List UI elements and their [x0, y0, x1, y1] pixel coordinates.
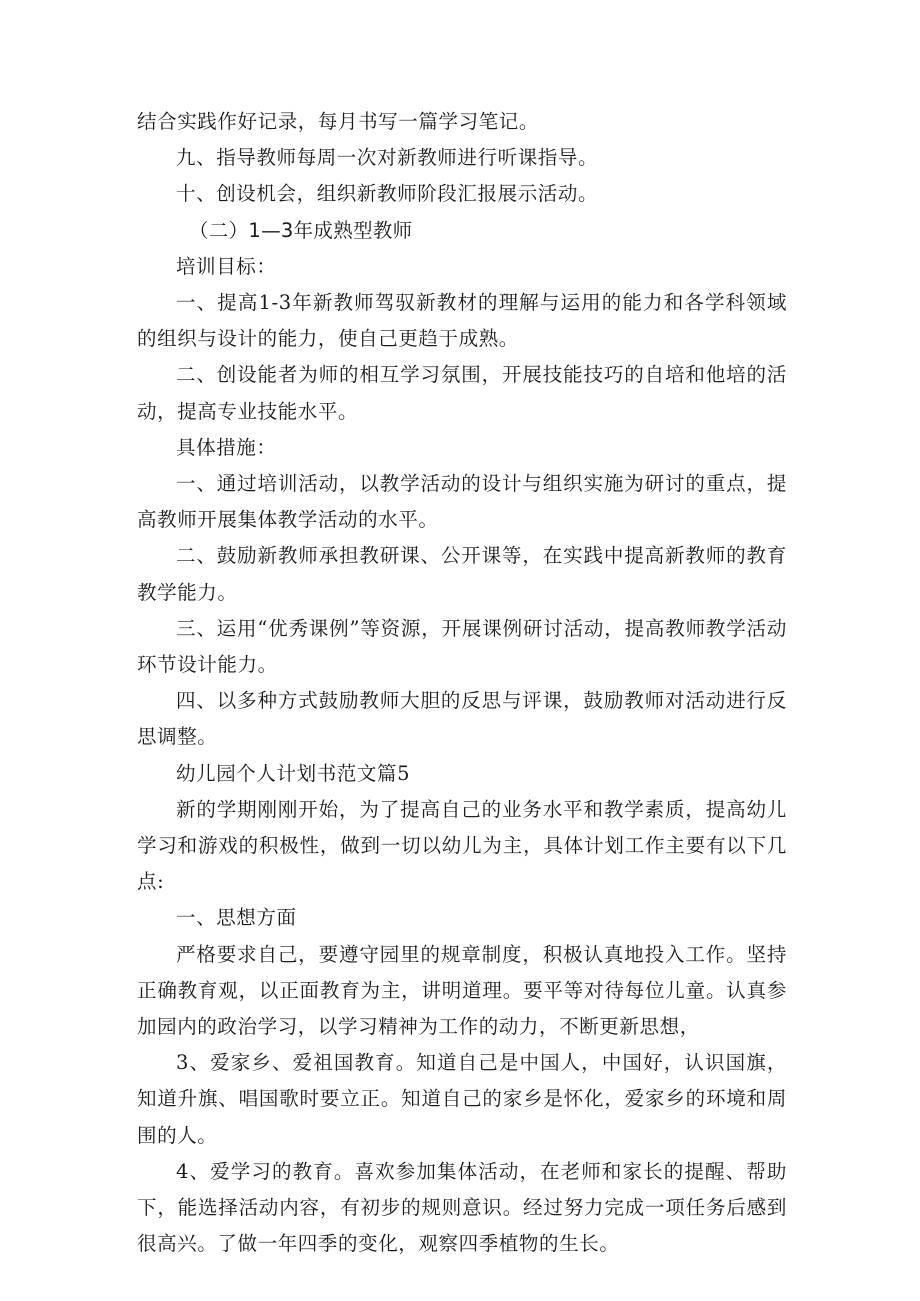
subheading-measures: 具体措施：	[176, 435, 277, 459]
subheading-ideology: 一、思想方面	[176, 906, 297, 930]
paragraph-item-3: 3、爱家乡、爱祖国教育。知道自己是中国人，中国好，认识国旗，知道升旗、唱国歌时要立正。知道自己的家乡是怀化，爱家乡的环境和周围的人。	[137, 1051, 787, 1147]
paragraph-measure-1: 一、通过培训活动，以教学活动的设计与组织实施为研讨的重点，提高教师开展集体教学活动的水平。	[137, 472, 787, 532]
section-heading-mature-teachers: （二）1—3年成熟型教师	[189, 218, 413, 242]
paragraph-item-10: 十、创设机会，组织新教师阶段汇报展示活动。	[176, 182, 599, 206]
paragraph-item-4: 4、爱学习的教育。喜欢参加集体活动，在老师和家长的提醒、帮助下，能选择活动内容，有初步的规则意识。经过努力完成一项任务后感到很高兴。了做一年四季的变化，观察四季植物的生长。	[137, 1159, 787, 1256]
paragraph-ideology: 严格要求自己，要遵守园里的规章制度，积极认真地投入工作。坚持正确教育观，以正面教育为主，讲明道理。要平等对待每位儿童。认真参加园内的政治学习，以学习精神为工作的动力，不断更新思想，	[137, 942, 787, 1039]
paragraph-intro: 新的学期刚刚开始，为了提高自己的业务水平和教学素质，提高幼儿学习和游戏的积极性，做到一切以幼儿为主，具体计划工作主要有以下几点:	[137, 797, 787, 894]
paragraph-measure-3: 三、运用“优秀课例”等资源，开展课例研讨活动，提高教师教学活动环节设计能力。	[137, 616, 787, 677]
paragraph-goal-2: 二、创设能者为师的相互学习氛围，开展技能技巧的自培和他培的活动，提高专业技能水平。	[137, 363, 787, 423]
subheading-training-goals: 培训目标：	[176, 254, 277, 278]
paragraph-measure-2: 二、鼓励新教师承担教研课、公开课等，在实践中提高新教师的教育教学能力。	[137, 544, 787, 604]
paragraph-measure-4: 四、以多种方式鼓励教师大胆的反思与评课，鼓励教师对活动进行反思调整。	[137, 689, 787, 749]
document-body	[137, 104, 787, 1263]
paragraph-continuation: 结合实践作好记录，每月书写一篇学习笔记。	[137, 110, 540, 133]
paragraph-item-9: 九、指导教师每周一次对新教师进行听课指导。	[176, 146, 599, 170]
section-title-plan-5: 幼儿园个人计划书范文篇5	[176, 761, 411, 785]
paragraph-goal-1: 一、提高1-3年新教师驾驭新教材的理解与运用的能力和各学科领域的组织与设计的能力，使自己更趋于成熟。	[137, 291, 787, 351]
